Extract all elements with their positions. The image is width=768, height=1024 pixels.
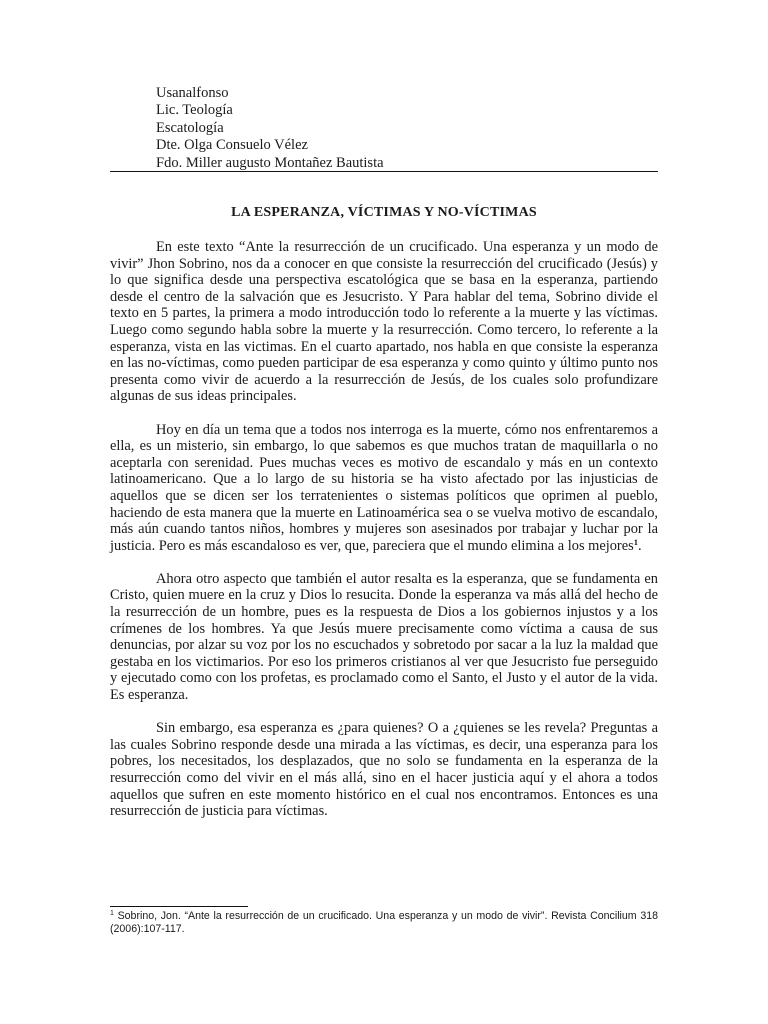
- paragraph-2-end: .: [637, 537, 642, 554]
- header-line-university: Usanalfonso: [156, 85, 229, 101]
- document-title: LA ESPERANZA, VÍCTIMAS Y NO-VÍCTIMAS: [231, 205, 537, 220]
- paragraph-4: Sin embargo, esa esperanza es ¿para quienes? O a ¿quienes se les revela? Preguntas a las cuales Sobrino responde desde una mirada a las víctimas, es decir, una esperanza para los pobres, los necesitados, los desplazados, que no solo se fundamenta en la esperanza de la resurrección como del vivir en el más allá, sino en el hacer justicia aquí y el ahora a todos aquellos que sufren en este momento histórico en el cual nos encontramos. Entonces es una resurrección de justicia para víctimas.: [110, 720, 658, 820]
- paragraph-2-text: Hoy en día un tema que a todos nos interroga es la muerte, cómo nos enfrentaremos a ella, es un misterio, sin embargo, lo que sabemos es que muchos tratan de maquillarla o no aceptarla con serenidad. Pues muchas veces es motivo de escandalo y más en un contexto latinoamericano. Que a lo largo de su historia se ha visto afectado por las injusticias de aquellos que se dicen ser los terratenientes o sistemas políticos que oprimen al pueblo, haciendo de esta manera que la muerte en Latinoamérica sea o se vuelva motivo de escandalo, más aún cuando tantos niños, hombres y mujeres son asesinados por trabajar y luchar por la justicia. Pero es más escandaloso es ver, que, pareciera que el mundo elimina a los mejores: [110, 421, 658, 554]
- footnote-number: 1: [110, 910, 114, 917]
- paragraph-3: Ahora otro aspecto que también el autor resalta es la esperanza, que se fundamenta en Cristo, quien muere en la cruz y Dios lo resucita. Donde la esperanza va más allá del hecho de la resurrección de un hombre, pues es la respuesta de Dios a los gobiernos injustos y a los crímenes de los hombres. Ya que Jesús muere precisamente como víctima a causa de sus denuncias, por alzar su voz por los no escuchados y sobretodo por sacar a la luz la maldad que gestaba en los victimarios. Por eso los primeros cristianos al ver que Jesucristo fue perseguido y ejecutado como con los profetas, es proclamado como el Santo, el Justo y el autor de la vida. Es esperanza.: [110, 570, 658, 704]
- paragraph-2: [110, 422, 658, 555]
- header-line-teacher: Dte. Olga Consuelo Vélez: [156, 137, 308, 154]
- footnote: [110, 910, 658, 937]
- footnote-text: Sobrino, Jon. “Ante la resurrección de un crucificado. Una esperanza y un modo de vivir”. Revista Concilium 318 (2006):107-117.: [110, 910, 658, 936]
- header-line-author: Fdo. Miller augusto Montañez Bautista: [156, 154, 384, 171]
- footnote-separator: [110, 906, 248, 907]
- header-line-program: Lic. Teología: [156, 102, 233, 119]
- footnote-reference: 1: [633, 536, 638, 547]
- paragraph-1: En este texto “Ante la resurrección de un crucificado. Una esperanza y un modo de vivir” Jhon Sobrino, nos da a conocer en que consiste la resurrección del crucificado (Jesús) y lo que significa desde una perspectiva escatológica que se basa en la esperanza, partiendo desde el centro de la salvación que es Jesucristo. Y Para hablar del tema, Sobrino divide el texto en 5 partes, la primera a modo introducción todo lo referente a la muerte y las víctimas. Luego como segundo habla sobre la muerte y la resurrección. Como tercero, lo referente a la esperanza, vista en las victimas. En el cuarto apartado, nos habla en que consiste la esperanza en las no-víctimas, como pueden participar de esa esperanza y como quinto y último punto nos presenta como vivir de acuerdo a la resurrección de Jesús, de los cuales solo profundizare algunas de sus ideas principales.: [110, 239, 658, 405]
- header-line-course: Escatología: [156, 119, 224, 136]
- header-divider: [110, 171, 658, 172]
- document-body: [110, 239, 658, 836]
- document-header: [156, 85, 384, 172]
